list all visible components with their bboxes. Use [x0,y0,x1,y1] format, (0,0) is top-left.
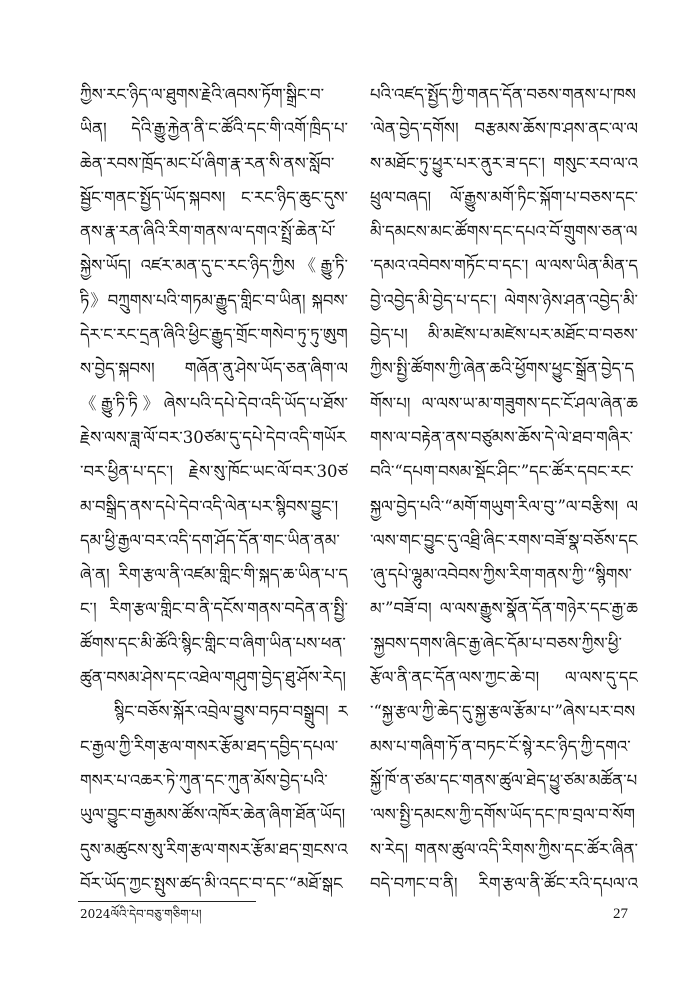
right-column [370,78,638,898]
body-paragraph: པའི་འཛད་སྤྱོད་ཀྱི་གནད་དོན་བཅས་གནས་པ་ཁས་ལེན་བྱེད་དགོས། བརྩམས་ཆོས་ཁ་ཤས་ནང་ལ་ལས་མཐོང་ཏུ་ཕྱུར་པར་ནུར་ཟ་དང་། གསུང་རབ་ལ་འཕྲུལ་བཞད། ལོ་རྒྱུས་མགོ་ཏིང་སྐོག་པ་བཅས་དང་མི་དམངས་མང་ཚོགས་དང་དཔའ་བོ་གྲུགས་ཅན་ལ་དམའ་འབེབས་གཏོང་བ་དང་། ལ་ལས་ཡིན་མིན་དབྱེ་འབྱེད་མི་བྱེད་པ་དང་། ལེགས་ཉེས་ཤན་འབྱེད་མི་བྱེད་པ། མི་མཛེས་པ་མཛེས་པར་མཐོང་བ་བཅས་ཀྱིས་སྤྱི་ཚོགས་ཀྱི་ཞེན་ཆའི་ཕྱོགས་ཕྱུང་སྒྲོན་བྱེད་དགོས་པ། ལ་ལས་ཡ་མ་གཟུགས་དང་ངོ་ཤལ་ཞེན་ཆགས་ལ་བརྟེན་ནས་བཙུམས་ཆོས་དེ་ལེ་ཐབ་གཞིར་བའི་“དཔག་བསམ་སྡོང་ཤིང་”དང་ཚོར་དབང་རང་སྐྱལ་བྱེད་པའི་“མགོ་གཡུག་རིལ་བུ་”ལ་བརྩིས། ལ་ལས་གང་བྱུང་དུ་འཐྲི་ཞིང་རགས་བཟོ་སྣ་བཅོས་དང་ཞུ་དཔེ་ལྷུམ་འབེབས་ཀྱིས་རིག་གནས་ཀྱི་“སྙིགས་མ་”བཟོ་བ། ལ་ལས་རྒྱུས་སྣོན་དོན་གཉེར་དང་རྒྱ་ཆ་སྐྱབས་དགས་ཞིང་རྒྱ་ཞེང་དོམ་པ་བཅས་ཀྱིས་ཕྱི་རྩོལ་ནི་ནང་དོན་ལས་ཀྱང་ཆེ་བ། ལ་ལས་དུ་དང་“སྐྱ་རྩལ་ཀྱི་ཆེད་དུ་སྐྱ་རྩལ་རྩོམ་པ་”ཞེས་པར་བསམས་པ་གཞིག་ཏོ་ན་བཏང་ངོ་སྙེ་རང་ཉིད་ཀྱི་དགའ་སྐྱོ་ཁོ་ན་ཙམ་དང་གནས་ཚུལ་ཐེད་ཕྱུ་ཙམ་མཚོན་པ་ལས་སྤྱི་དམངས་ཀྱི་དགོས་ཡོད་དང་ཁ་བྲལ་བ་སོགས་རེད། གནས་ཚུལ་འདི་རིགས་ཀྱིས་དང་ཚོར་ཞིན་བདེ་བཀང་བ་ནི། རིག་རྩལ་ནི་ཚོང་རའི་དཔལ་འ [370,85,638,893]
body-paragraph: སྙིང་བཅོས་སྐོར་འབྲེལ་བྱུས་བཏབ་བསྒྲུབ། རང་རྒྱལ་ཀྱི་རིག་རྩལ་གསར་རྩོམ་ཐད་དབྱིད་དཔལ་གསར་པ་འཆར་ཏེ་ཀུན་དང་ཀུན་མོས་བྱེད་པའི་ཡུལ་བྱུང་བ་རྒྱམས་ཚོས་འཁོར་ཆེན་ཞིག་ཐོན་ཡོད། དུས་མཚུངས་སུ་རིག་རྩལ་གསར་རྩོམ་ཐད་གྲངས་འབོར་ཡོད་ཀྱང་སྤུས་ཚད་མི་འདང་བ་དང་“མཐོ་སྒང [80,702,348,893]
page-number: 27 [613,906,628,922]
journal-issue-label: 2024ལོའི་དེབ་བཅུ་གཅིག་པ། [80,907,202,921]
footer-divider [78,901,256,902]
body-paragraph: ཀྱིས་རང་ཉིད་ལ་ཐུགས་རྗེའི་ཞབས་ཏོག་སྒྲིང་བ་ཡིན། དེའི་རྒྱུ་རྐྱེན་ནི་ང་ཚོའི་དང་གི་འགོ་ཁྲིད་པ་ཆེན་རབས་ཁྲོད་མང་པོ་ཞིག་རྣ་རན་སི་ནས་སློབ་སྦྱོང་གནང་སྤྱོད་ཡོད་སྐབས། ང་རང་ཉིད་ཆུང་དུས་ནས་རྣ་རན་ཞིའི་རིག་གནས་ལ་དགའ་སྤྲོ་ཆེན་པོ་སྐྱེས་ཡོད། འཛར་མན་དུ་ང་རང་ཉིད་ཀྱིས《རྒྱུ་ཏི་ཏི》བཀྲུགས་པའི་གཏམ་རྒྱུད་གླིང་བ་ཡིན། སྐབས་དེར་ང་རང་དྲན་ཞིའི་ཕྱིང་རྒྱུད་གྲོང་གསེབ་ཏུ་ཏུ་ཨུགས་བྱེད་སྐབས། གཞོན་ནུ་ཤེས་ཡོད་ཅན་ཞིག་ལ《རྒྱུ་ཏི་ཏི》ཞེས་པའི་དཔེ་དེབ་འདི་ཡོད་པ་ཐོས་རྗེས་ལས་ཟླ་ལོ་བར་30ཙམ་དུ་དཔེ་དེབ་འདི་གཡོར་བར་ཕྱིན་པ་དང་། རྗེས་སུ་ཁོང་ཡང་ལོ་བར་30ཙམ་བསྒྲིད་ནས་དཔེ་དེབ་འདི་ལེན་པར་སྙིབས་བྱུང་། དམ་ཕྱི་རྒྱལ་བར་འདི་དག་ཤོད་དོན་གང་ཡིན་ནམ་ཞེ་ན། རིག་རྩལ་ནི་འཛམ་གླིང་གི་སྐད་ཆ་ཡིན་པ་དང་། རིག་རྩལ་གླིང་བ་ནི་དངོས་གནས་བདེན་ན་སྤྱི་ཚོགས་དང་མི་ཚོའི་སྙིང་གླིང་བ་ཞིག་ཡིན་པས་ཕན་ཚུན་བསམ་ཤེས་དང་འཐེལ་གཤུག་བྱེད་ཐུ་ཤོས་རེད། [80,85,348,688]
left-column [80,78,348,898]
